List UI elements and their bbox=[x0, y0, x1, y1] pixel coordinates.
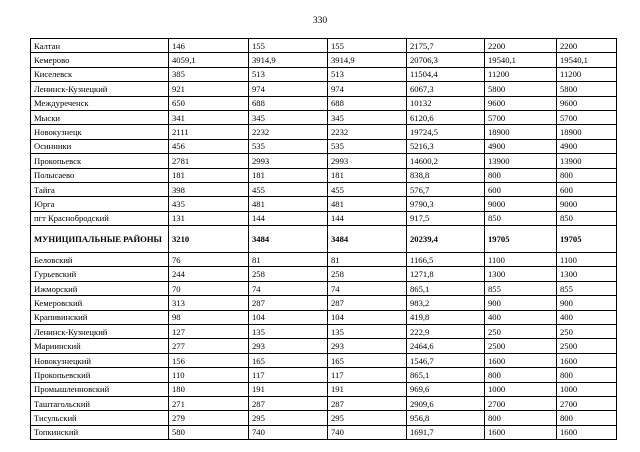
value-cell: 19540,1 bbox=[557, 53, 617, 67]
value-cell: 20239,4 bbox=[407, 226, 485, 253]
table-row bbox=[31, 267, 617, 281]
table-row bbox=[31, 197, 617, 211]
table-row bbox=[31, 296, 617, 310]
row-name-cell: Гурьевский bbox=[31, 267, 169, 281]
value-cell: 855 bbox=[485, 281, 557, 295]
value-cell: 13900 bbox=[485, 154, 557, 168]
value-cell: 969,6 bbox=[407, 382, 485, 396]
value-cell: 345 bbox=[249, 110, 328, 124]
table-row bbox=[31, 96, 617, 110]
row-name-cell: Кемеровский bbox=[31, 296, 169, 310]
value-cell: 271 bbox=[169, 396, 249, 410]
value-cell: 144 bbox=[249, 211, 328, 225]
row-name-cell: Крапивинский bbox=[31, 310, 169, 324]
value-cell: 900 bbox=[557, 296, 617, 310]
value-cell: 1300 bbox=[485, 267, 557, 281]
page-number: 330 bbox=[312, 16, 328, 26]
value-cell: 131 bbox=[169, 211, 249, 225]
row-name-cell: Калтан bbox=[31, 39, 169, 53]
value-cell: 455 bbox=[249, 182, 328, 196]
value-cell: 155 bbox=[328, 39, 407, 53]
row-name-cell: Полысаево bbox=[31, 168, 169, 182]
value-cell: 81 bbox=[249, 253, 328, 267]
table-row bbox=[31, 110, 617, 124]
value-cell: 1166,5 bbox=[407, 253, 485, 267]
value-cell: 535 bbox=[249, 139, 328, 153]
value-cell: 341 bbox=[169, 110, 249, 124]
value-cell: 5800 bbox=[485, 82, 557, 96]
value-cell: 5800 bbox=[557, 82, 617, 96]
value-cell: 4059,1 bbox=[169, 53, 249, 67]
value-cell: 1600 bbox=[485, 425, 557, 439]
value-cell: 5216,3 bbox=[407, 139, 485, 153]
data-table bbox=[30, 38, 617, 440]
value-cell: 20706,3 bbox=[407, 53, 485, 67]
row-name-cell: Ижморский bbox=[31, 281, 169, 295]
value-cell: 535 bbox=[328, 139, 407, 153]
table-row bbox=[31, 325, 617, 339]
table-row bbox=[31, 411, 617, 425]
value-cell: 435 bbox=[169, 197, 249, 211]
value-cell: 135 bbox=[328, 325, 407, 339]
table-row bbox=[31, 281, 617, 295]
value-cell: 5700 bbox=[557, 110, 617, 124]
value-cell: 81 bbox=[328, 253, 407, 267]
value-cell: 250 bbox=[557, 325, 617, 339]
row-name-cell: Беловский bbox=[31, 253, 169, 267]
value-cell: 2232 bbox=[328, 125, 407, 139]
value-cell: 1271,8 bbox=[407, 267, 485, 281]
value-cell: 3484 bbox=[249, 226, 328, 253]
value-cell: 974 bbox=[328, 82, 407, 96]
value-cell: 800 bbox=[485, 411, 557, 425]
value-cell: 2111 bbox=[169, 125, 249, 139]
value-cell: 481 bbox=[328, 197, 407, 211]
value-cell: 313 bbox=[169, 296, 249, 310]
value-cell: 165 bbox=[249, 353, 328, 367]
value-cell: 800 bbox=[557, 411, 617, 425]
table-row bbox=[31, 125, 617, 139]
value-cell: 345 bbox=[328, 110, 407, 124]
row-name-cell: Прокопьевский bbox=[31, 368, 169, 382]
value-cell: 740 bbox=[328, 425, 407, 439]
value-cell: 11200 bbox=[485, 67, 557, 81]
value-cell: 4900 bbox=[557, 139, 617, 153]
value-cell: 800 bbox=[485, 168, 557, 182]
value-cell: 1100 bbox=[557, 253, 617, 267]
value-cell: 127 bbox=[169, 325, 249, 339]
value-cell: 2200 bbox=[485, 39, 557, 53]
value-cell: 250 bbox=[485, 325, 557, 339]
value-cell: 400 bbox=[485, 310, 557, 324]
value-cell: 9790,3 bbox=[407, 197, 485, 211]
value-cell: 19705 bbox=[485, 226, 557, 253]
value-cell: 117 bbox=[328, 368, 407, 382]
value-cell: 293 bbox=[249, 339, 328, 353]
value-cell: 74 bbox=[328, 281, 407, 295]
row-name-cell: Новокузнецк bbox=[31, 125, 169, 139]
value-cell: 180 bbox=[169, 382, 249, 396]
value-cell: 9600 bbox=[485, 96, 557, 110]
row-name-cell: Кемерово bbox=[31, 53, 169, 67]
row-name-cell: Тисульский bbox=[31, 411, 169, 425]
value-cell: 1691,7 bbox=[407, 425, 485, 439]
value-cell: 865,1 bbox=[407, 368, 485, 382]
value-cell: 5700 bbox=[485, 110, 557, 124]
value-cell: 6067,3 bbox=[407, 82, 485, 96]
value-cell: 98 bbox=[169, 310, 249, 324]
value-cell: 850 bbox=[485, 211, 557, 225]
value-cell: 6120,6 bbox=[407, 110, 485, 124]
value-cell: 3914,9 bbox=[249, 53, 328, 67]
table-row bbox=[31, 53, 617, 67]
value-cell: 181 bbox=[169, 168, 249, 182]
table-row bbox=[31, 368, 617, 382]
value-cell: 800 bbox=[557, 168, 617, 182]
value-cell: 2700 bbox=[485, 396, 557, 410]
table-row bbox=[31, 310, 617, 324]
value-cell: 600 bbox=[485, 182, 557, 196]
value-cell: 3210 bbox=[169, 226, 249, 253]
value-cell: 917,5 bbox=[407, 211, 485, 225]
value-cell: 2464,6 bbox=[407, 339, 485, 353]
value-cell: 1000 bbox=[485, 382, 557, 396]
value-cell: 76 bbox=[169, 253, 249, 267]
value-cell: 287 bbox=[328, 296, 407, 310]
row-name-cell: Прокопьевск bbox=[31, 154, 169, 168]
value-cell: 11200 bbox=[557, 67, 617, 81]
table-row bbox=[31, 82, 617, 96]
value-cell: 650 bbox=[169, 96, 249, 110]
value-cell: 104 bbox=[249, 310, 328, 324]
value-cell: 293 bbox=[328, 339, 407, 353]
value-cell: 855 bbox=[557, 281, 617, 295]
table-row bbox=[31, 211, 617, 225]
value-cell: 1600 bbox=[557, 425, 617, 439]
table-row bbox=[31, 353, 617, 367]
value-cell: 2500 bbox=[557, 339, 617, 353]
row-name-cell: Промышленновский bbox=[31, 382, 169, 396]
value-cell: 222,9 bbox=[407, 325, 485, 339]
value-cell: 956,8 bbox=[407, 411, 485, 425]
value-cell: 258 bbox=[249, 267, 328, 281]
table-row bbox=[31, 425, 617, 439]
value-cell: 1600 bbox=[557, 353, 617, 367]
row-name-cell: Новокузнецкий bbox=[31, 353, 169, 367]
value-cell: 258 bbox=[328, 267, 407, 281]
value-cell: 1600 bbox=[485, 353, 557, 367]
value-cell: 600 bbox=[557, 182, 617, 196]
table-row bbox=[31, 382, 617, 396]
value-cell: 1300 bbox=[557, 267, 617, 281]
row-name-cell: Ленинск-Кузнецкий bbox=[31, 325, 169, 339]
value-cell: 135 bbox=[249, 325, 328, 339]
value-cell: 295 bbox=[328, 411, 407, 425]
value-cell: 400 bbox=[557, 310, 617, 324]
value-cell: 144 bbox=[328, 211, 407, 225]
value-cell: 14600,2 bbox=[407, 154, 485, 168]
value-cell: 156 bbox=[169, 353, 249, 367]
value-cell: 3914,9 bbox=[328, 53, 407, 67]
value-cell: 1546,7 bbox=[407, 353, 485, 367]
value-cell: 146 bbox=[169, 39, 249, 53]
value-cell: 2200 bbox=[557, 39, 617, 53]
value-cell: 865,1 bbox=[407, 281, 485, 295]
table-row bbox=[31, 339, 617, 353]
value-cell: 277 bbox=[169, 339, 249, 353]
value-cell: 2175,7 bbox=[407, 39, 485, 53]
value-cell: 9600 bbox=[557, 96, 617, 110]
value-cell: 398 bbox=[169, 182, 249, 196]
value-cell: 4900 bbox=[485, 139, 557, 153]
row-name-cell: Топкинский bbox=[31, 425, 169, 439]
value-cell: 900 bbox=[485, 296, 557, 310]
value-cell: 295 bbox=[249, 411, 328, 425]
value-cell: 1100 bbox=[485, 253, 557, 267]
table-row bbox=[31, 154, 617, 168]
value-cell: 2993 bbox=[328, 154, 407, 168]
value-cell: 850 bbox=[557, 211, 617, 225]
value-cell: 287 bbox=[249, 296, 328, 310]
row-name-cell: Мыски bbox=[31, 110, 169, 124]
value-cell: 688 bbox=[249, 96, 328, 110]
value-cell: 974 bbox=[249, 82, 328, 96]
value-cell: 800 bbox=[557, 368, 617, 382]
table-row bbox=[31, 396, 617, 410]
value-cell: 688 bbox=[328, 96, 407, 110]
value-cell: 181 bbox=[328, 168, 407, 182]
table-row bbox=[31, 182, 617, 196]
value-cell: 921 bbox=[169, 82, 249, 96]
value-cell: 244 bbox=[169, 267, 249, 281]
value-cell: 11504,4 bbox=[407, 67, 485, 81]
value-cell: 19705 bbox=[557, 226, 617, 253]
value-cell: 181 bbox=[249, 168, 328, 182]
value-cell: 18900 bbox=[485, 125, 557, 139]
value-cell: 2500 bbox=[485, 339, 557, 353]
row-name-cell: Юрга bbox=[31, 197, 169, 211]
value-cell: 287 bbox=[249, 396, 328, 410]
value-cell: 155 bbox=[249, 39, 328, 53]
value-cell: 513 bbox=[328, 67, 407, 81]
value-cell: 10132 bbox=[407, 96, 485, 110]
value-cell: 2232 bbox=[249, 125, 328, 139]
value-cell: 18900 bbox=[557, 125, 617, 139]
value-cell: 456 bbox=[169, 139, 249, 153]
value-cell: 117 bbox=[249, 368, 328, 382]
value-cell: 287 bbox=[328, 396, 407, 410]
row-name-cell: Осинники bbox=[31, 139, 169, 153]
value-cell: 9000 bbox=[557, 197, 617, 211]
value-cell: 2909,6 bbox=[407, 396, 485, 410]
row-name-cell: пгт Краснобродский bbox=[31, 211, 169, 225]
value-cell: 2993 bbox=[249, 154, 328, 168]
row-name-cell: Ленинск-Кузнецкий bbox=[31, 82, 169, 96]
table-body bbox=[31, 39, 617, 440]
value-cell: 481 bbox=[249, 197, 328, 211]
value-cell: 19724,5 bbox=[407, 125, 485, 139]
row-name-cell: Тайга bbox=[31, 182, 169, 196]
row-name-cell: Мариинский bbox=[31, 339, 169, 353]
value-cell: 580 bbox=[169, 425, 249, 439]
table-row bbox=[31, 39, 617, 53]
row-name-cell: Таштагольский bbox=[31, 396, 169, 410]
value-cell: 191 bbox=[249, 382, 328, 396]
value-cell: 104 bbox=[328, 310, 407, 324]
value-cell: 3484 bbox=[328, 226, 407, 253]
value-cell: 2700 bbox=[557, 396, 617, 410]
value-cell: 1000 bbox=[557, 382, 617, 396]
value-cell: 455 bbox=[328, 182, 407, 196]
value-cell: 800 bbox=[485, 368, 557, 382]
row-name-cell: Междуреченск bbox=[31, 96, 169, 110]
value-cell: 70 bbox=[169, 281, 249, 295]
value-cell: 576,7 bbox=[407, 182, 485, 196]
value-cell: 983,2 bbox=[407, 296, 485, 310]
value-cell: 74 bbox=[249, 281, 328, 295]
table-row bbox=[31, 67, 617, 81]
table-row bbox=[31, 253, 617, 267]
value-cell: 279 bbox=[169, 411, 249, 425]
value-cell: 110 bbox=[169, 368, 249, 382]
table-row bbox=[31, 226, 617, 253]
table-row bbox=[31, 168, 617, 182]
value-cell: 838,8 bbox=[407, 168, 485, 182]
value-cell: 513 bbox=[249, 67, 328, 81]
table-row bbox=[31, 139, 617, 153]
row-name-cell: МУНИЦИПАЛЬНЫЕ РАЙОНЫ bbox=[31, 226, 169, 253]
value-cell: 165 bbox=[328, 353, 407, 367]
value-cell: 191 bbox=[328, 382, 407, 396]
value-cell: 9000 bbox=[485, 197, 557, 211]
value-cell: 740 bbox=[249, 425, 328, 439]
value-cell: 419,8 bbox=[407, 310, 485, 324]
value-cell: 13900 bbox=[557, 154, 617, 168]
value-cell: 19540,1 bbox=[485, 53, 557, 67]
row-name-cell: Киселевск bbox=[31, 67, 169, 81]
value-cell: 385 bbox=[169, 67, 249, 81]
value-cell: 2781 bbox=[169, 154, 249, 168]
